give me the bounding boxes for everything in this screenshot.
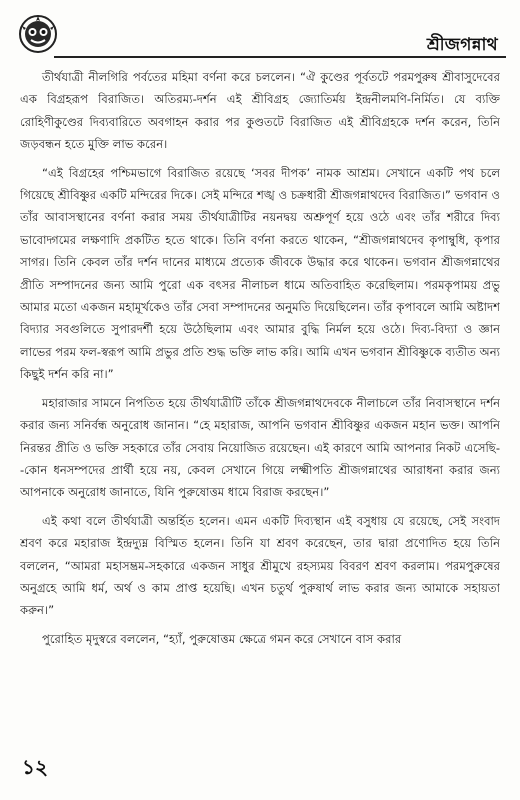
page-header: [14, 14, 506, 60]
paragraph: তীর্থযাত্রী নীলগিরি পর্বতের মহিমা বর্ণনা করে চললেন। “ঐ কুণ্ডের পূর্বতটে পরমপুরুষ শ্রীবাসুদেবের এক বিগ্রহরূপ বিরাজিত। অতিরম্য-দর্শন এই শ্রীবিগ্রহ জ্যোতির্ময় ইন্দ্রনীলমণি-নির্মিত। যে ব্যক্তি রোহিণীকুণ্ডের দিব্যবারিতে অবগাহন করার পর কুণ্ডতটে বিরাজিত এই শ্রীবিগ্রহকে দর্শন করেন, তিনি জড়বন্ধন হতে মুক্তি লাভ করেন।: [20, 70, 500, 152]
header-divider: [54, 56, 506, 58]
page-number: ১২: [22, 755, 48, 779]
jagannath-emblem-icon: [18, 14, 58, 54]
paragraph: “এই বিগ্রহের পশ্চিমভাগে বিরাজিত রয়েছে ‘সবর দীপক’ নামক আশ্রম। সেখানে একটি পথ চলে গিয়েছে শ্রীবিষ্ণুর একটি মন্দিরের দিকে। সেই মন্দিরে শঙ্খ ও চক্রধারী শ্রীজগন্নাথদেব বিরাজিত।” ভগবান ও তাঁর আবাসস্থানের বর্ণনা করার সময় তীর্থযাত্রীটির নয়নদ্বয় অশ্রুপূর্ণ হয়ে ওঠে এবং তাঁর শরীরে দিব্য ভাবোদ্গমের লক্ষণাদি প্রকটিত হতে থাকে। তিনি বর্ণনা করতে থাকেন, “শ্রীজগন্নাথদেব কৃপাম্বুধি, কৃপার সাগর। তিনি কেবল তাঁর দর্শন দানের মাধ্যমে প্রত্যেক জীবকে উদ্ধার করে থাকেন। ভগবান শ্রীজগন্নাথের প্রীতি সম্পাদনের জন্য আমি পুরো এক বৎসর নীলাচল ধামে অতিবাহিত করেছিলাম। পরমকৃপাময় প্রভু আমার মতো একজন মহামূর্খকেও তাঁর সেবা সম্পাদনের অনুমতি দিয়েছিলেন। তাঁর কৃপাবলে আমি অষ্টাদশ বিদ্যার সবগুলিতে সুপারদর্শী হয়ে উঠেছিলাম এবং আমার বুদ্ধি নির্মল হয়ে ওঠে। দিব্য-বিদ্যা ও জ্ঞান লাভের পরম ফল-স্বরূপ আমি প্রভুর প্রতি শুদ্ধ ভক্তি লাভ করি। আমি এখন ভগবান শ্রীবিষ্ণুকে ব্যতীত অন্য কিছুই দর্শন করি না।”: [20, 165, 500, 382]
paragraph: পুরোহিত মৃদুস্বরে বললেন, “হ্যাঁ, পুরুষোত্তম ক্ষেত্রে গমন করে সেখানে বাস করার: [42, 631, 402, 646]
body-text: [20, 66, 500, 752]
paragraph: মহারাজার সামনে নিপতিত হয়ে তীর্থযাত্রীটি তাঁকে শ্রীজগন্নাথদেবকে নীলাচলে তাঁর নিবাসস্থানে দর্শন করার জন্য সনির্বন্ধ অনুরোধ জানান। “হে মহারাজ, আপনি ভগবান শ্রীবিষ্ণুর একজন মহান ভক্ত। আপনি নিরন্তর প্রীতি ও ভক্তি সহকারে তাঁর সেবায় নিয়োজিত রয়েছেন। এই কারণে আমি আপনার নিকট এসেছি--কোন ধনসম্পদের প্রার্থী হয়ে নয়, কেবল সেখানে গিয়ে লক্ষ্মীপতি শ্রীজগন্নাথের আরাধনা করার জন্য আপনাকে অনুরোধ জানাতে, যিনি পুরুষোত্তম ধামে বিরাজ করছেন।”: [20, 395, 500, 500]
running-title: শ্রীজগন্নাথ: [426, 35, 498, 55]
paragraph: এই কথা বলে তীর্থযাত্রী অন্তর্হিত হলেন। এমন একটি দিব্যস্থান এই বসুধায় যে রয়েছে, সেই সংবাদ শ্রবণ করে মহারাজ ইন্দ্রদ্যুম্ন বিস্মিত হলেন। তিনি যা শ্রবণ করেছেন, তার দ্বারা প্রণোদিত হয়ে তিনি বললেন, “আমরা মহাসম্ভ্রম-সহকারে একজন সাধুর শ্রীমুখে রহস্যময় বিবরণ শ্রবণ করলাম। পরমপুরুষের অনুগ্রহে আমি ধর্ম, অর্থ ও কাম প্রাপ্ত হয়েছি। এখন চতুর্থ পুরুষার্থ লাভ করার জন্য আমাকে সহায়তা করুন।”: [20, 513, 500, 618]
